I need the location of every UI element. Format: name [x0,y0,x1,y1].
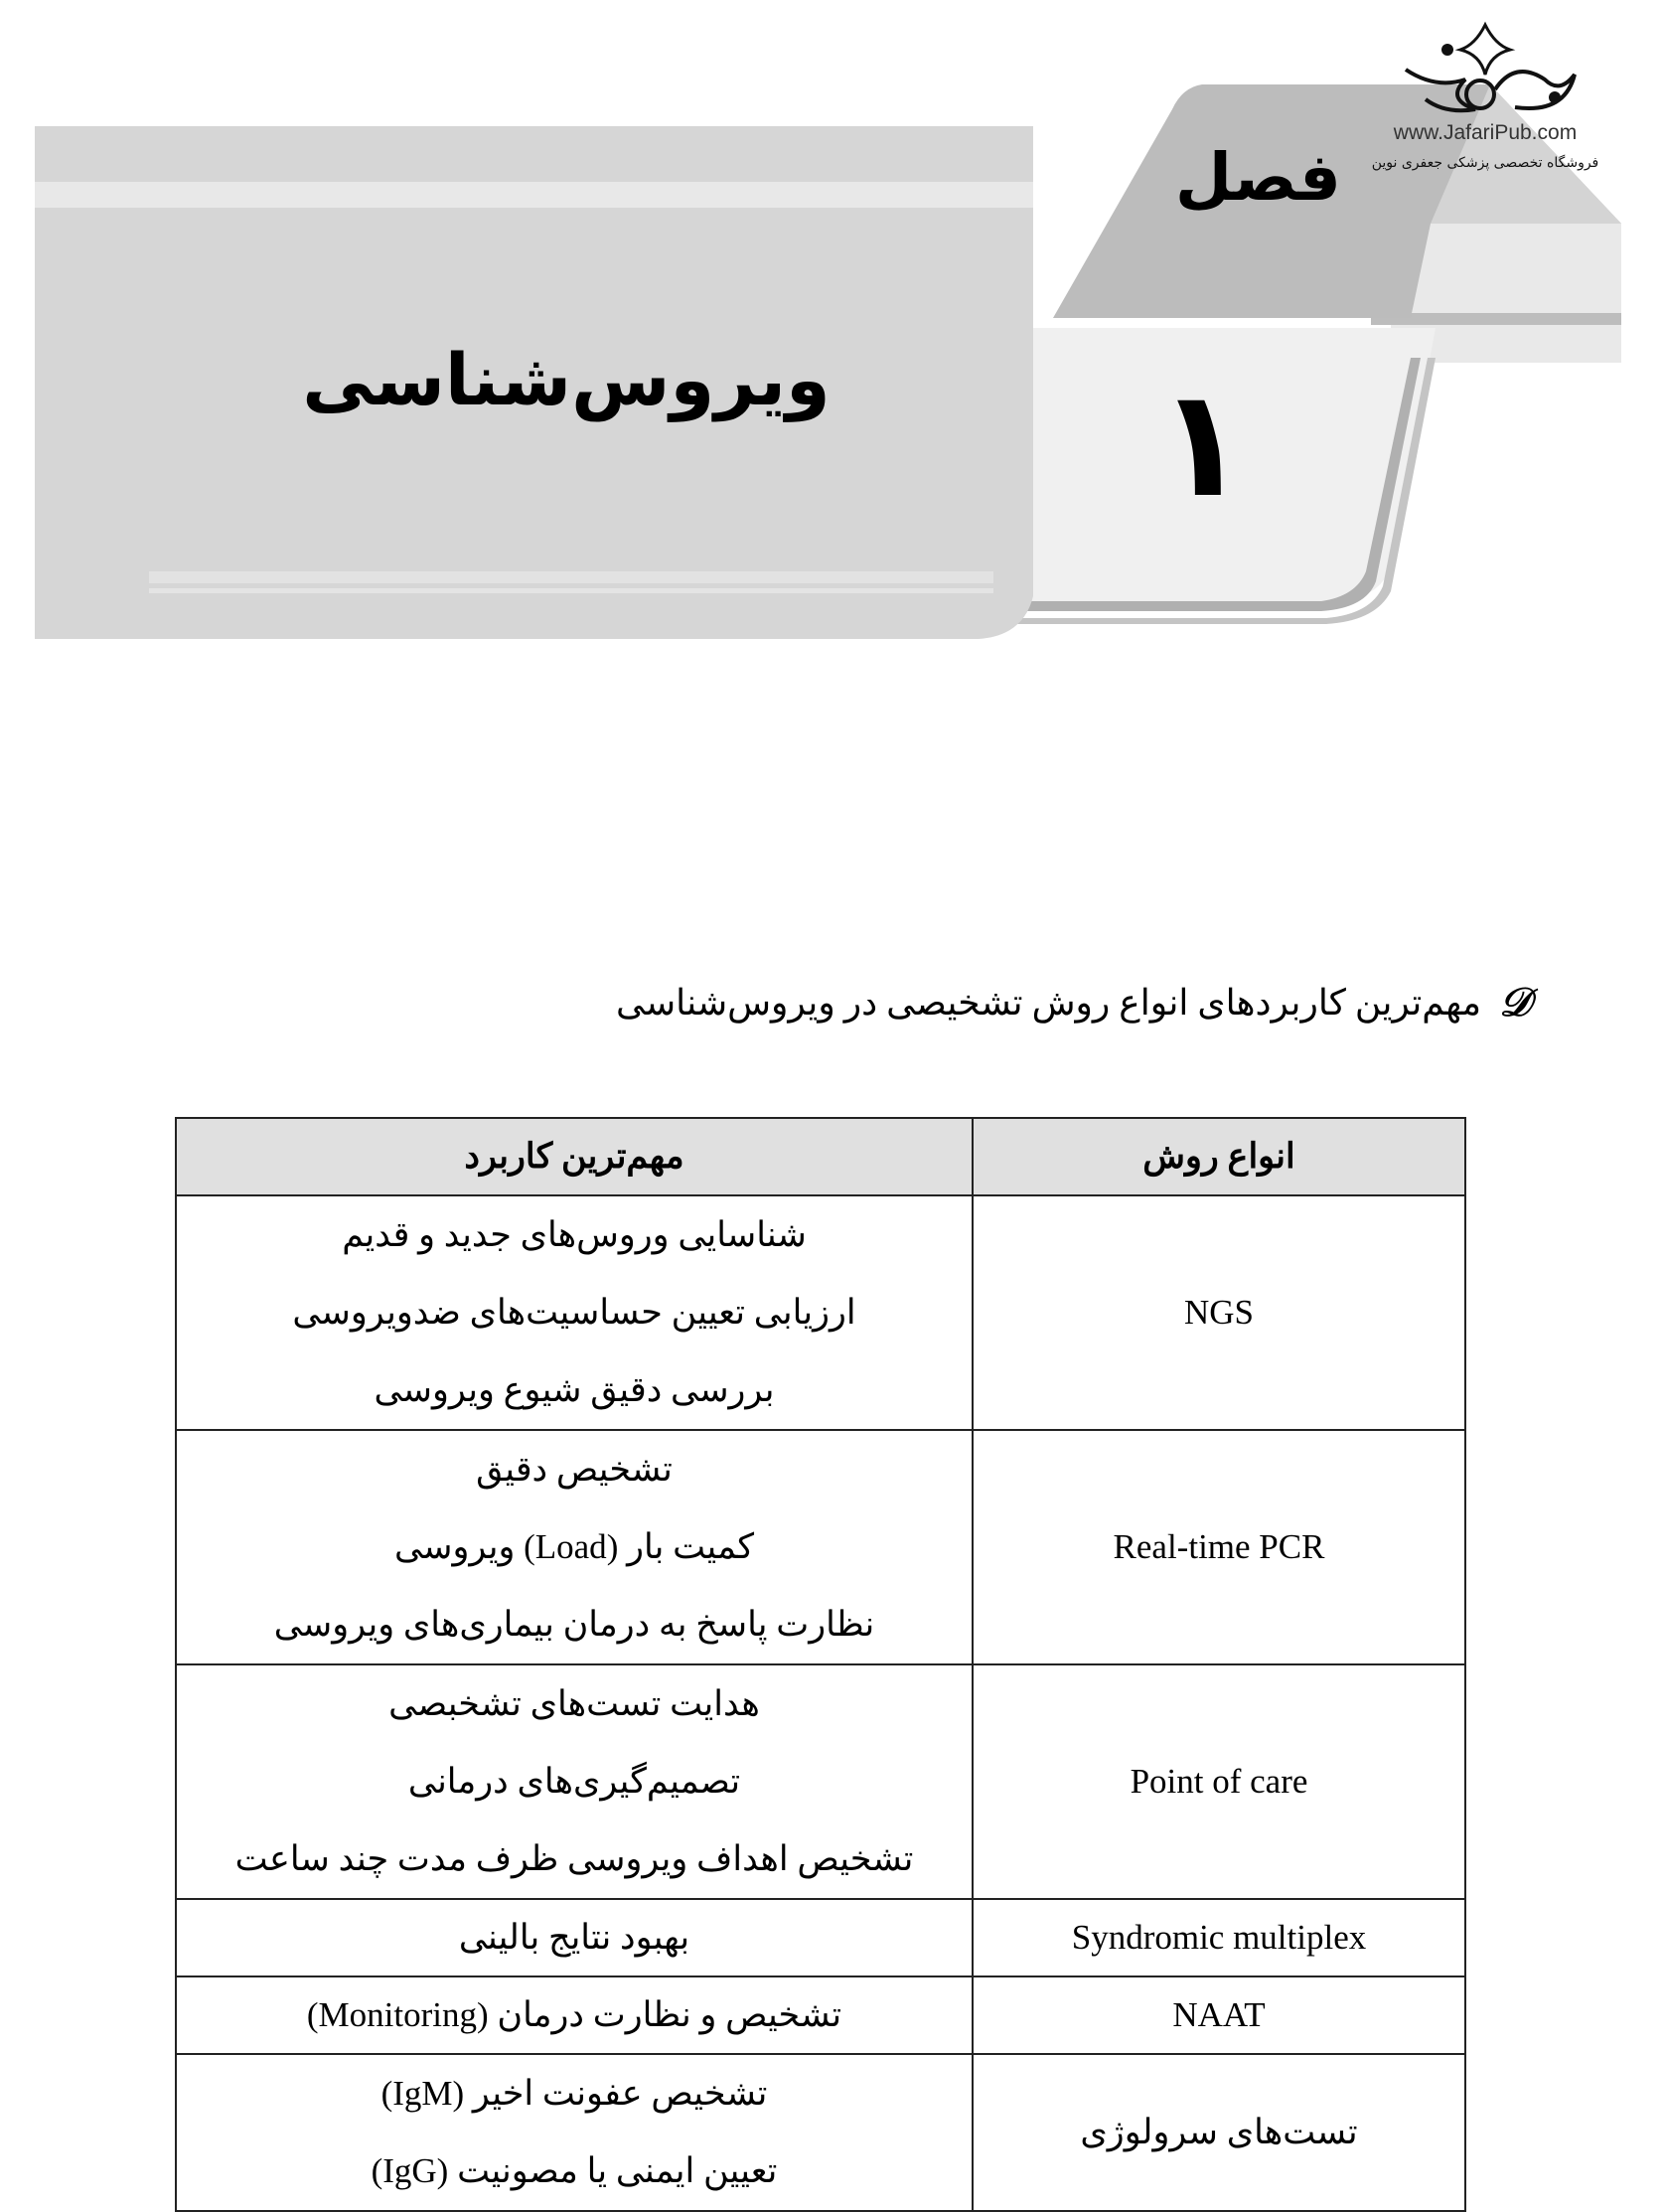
section-heading [616,979,1531,1026]
uses-cell [176,1664,973,1899]
use-item: نظارت پاسخ به درمان بیماری‌های ویروسی [273,1605,875,1644]
use-item: تشخیص دقیق [476,1450,673,1489]
use-item: کمیت بار (Load) ویروسی [394,1527,754,1566]
uses-cell [176,2054,973,2211]
chapter-label: فصل [1174,139,1341,216]
logo-url: www.JafariPub.com [1393,121,1578,144]
use-item: تصمیم‌گیری‌های درمانی [407,1762,741,1801]
use-item: شناسایی وروس‌های جدید و قدیم [342,1215,807,1254]
use-item: تشخیص عفونت اخیر (IgM) [380,2074,768,2113]
logo-subtitle: فروشگاه تخصصی پزشکی جعفری نوین [1371,155,1599,171]
table-row [176,2054,1465,2211]
use-item: بهبود نتایج بالینی [458,1918,690,1957]
uses-cell [176,1976,973,2054]
section-heading-text: مهم‌ترین کاربردهای انواع روش تشخیصی در ویروس‌شناسی [615,982,1482,1023]
use-item: بررسی دقیق شیوع ویروسی [374,1370,775,1409]
method-cell: NGS [973,1195,1465,1430]
uses-cell [176,1430,973,1664]
header-method: انواع روش [973,1118,1465,1195]
diagnostic-methods-table [175,1117,1466,2212]
use-item: هدایت تست‌های تشخبصی [388,1684,760,1723]
method-cell: Syndromic multiplex [973,1899,1465,1976]
pen-note-icon: 𝒟 [1499,980,1531,1025]
use-item: ارزیابی تعیین حساسیت‌های ضدویروسی [292,1293,856,1332]
method-cell: NAAT [973,1976,1465,2054]
logo-calligraphy-icon [1386,20,1585,114]
use-item: تشخیص اهداف ویروسی ظرف مدت چند ساعت [234,1839,914,1878]
method-cell: تست‌های سرولوژی [973,2054,1465,2211]
chapter-number: ۱ [1156,358,1248,531]
chapter-title: ویروس‌شناسی [302,338,831,421]
header-use: مهم‌ترین کاربرد [176,1118,973,1195]
uses-cell [176,1195,973,1430]
table-row [176,1899,1465,1976]
use-item: تعیین ایمنی یا مصونیت (IgG) [371,2151,778,2190]
publisher-logo [1351,20,1619,171]
table-row [176,1430,1465,1664]
table-row [176,1664,1465,1899]
method-cell: Real-time PCR [973,1430,1465,1664]
table-row [176,1976,1465,2054]
table-header-row [176,1118,1465,1195]
method-cell: Point of care [973,1664,1465,1899]
table-row [176,1195,1465,1430]
use-item: تشخیص و نظارت درمان (Monitoring) [306,1995,842,2034]
uses-cell [176,1899,973,1976]
